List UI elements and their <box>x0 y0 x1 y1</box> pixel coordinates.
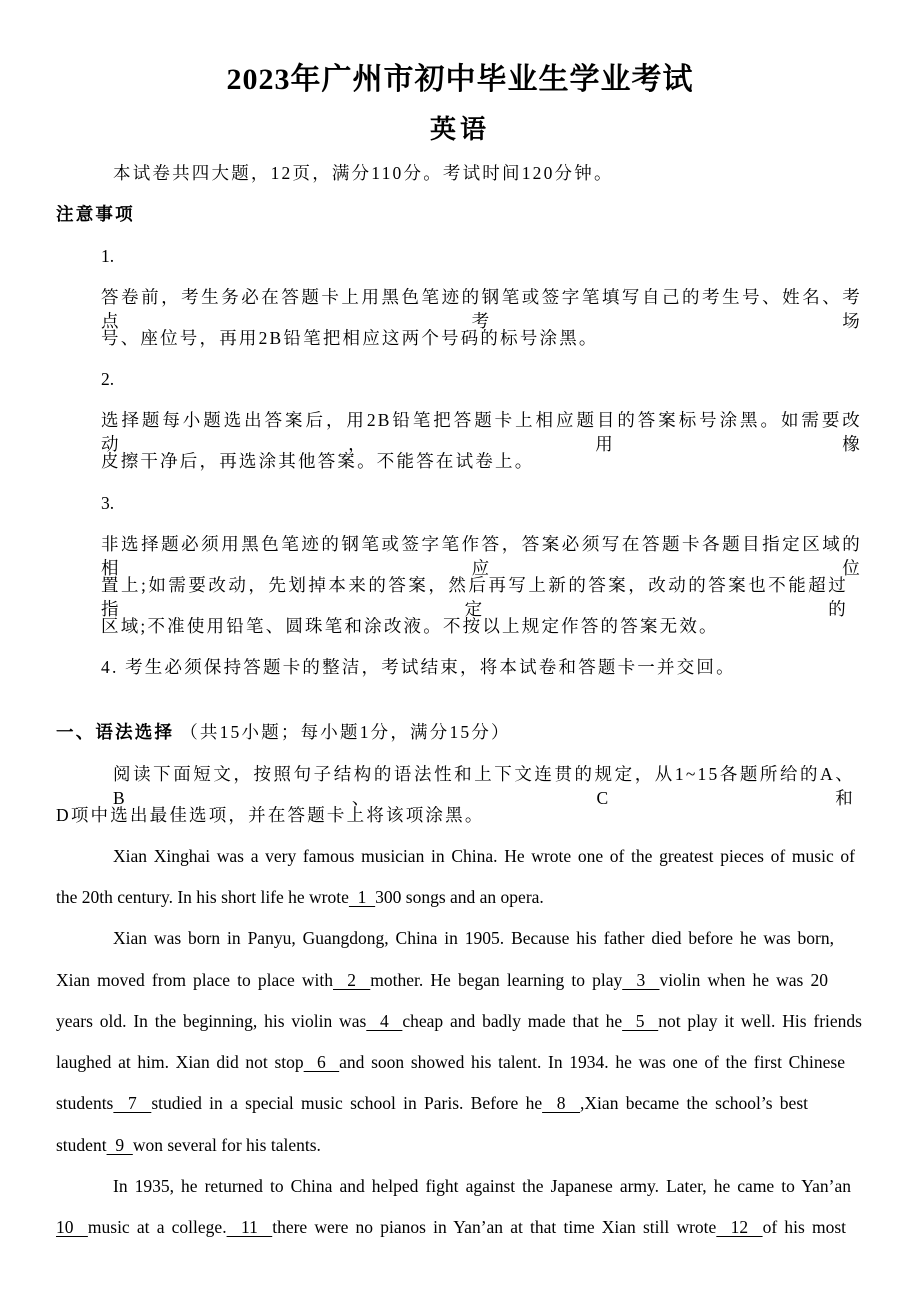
text: 选择题每小题选出答案后，用2B铅笔把答题卡上相应题目的答案标号涂黑。如需要改动，用橡 <box>101 410 862 454</box>
subject-title: 英语 <box>429 115 490 144</box>
text: 注意事项 <box>56 204 135 224</box>
instruction-line <box>56 803 485 827</box>
note-line <box>101 614 719 638</box>
passage-line <box>113 926 834 950</box>
text: there were no pianos in Yan’an at that time Xian still wrote <box>272 1217 717 1237</box>
text: Xian moved from place to place with <box>56 970 334 990</box>
answer-blank-7: 7 <box>113 1093 152 1113</box>
text: 答卷前，考生务必在答题卡上用黑色笔迹的钢笔或签字笔填写自己的考生号、姓名、考点考场 <box>101 287 862 331</box>
passage-line <box>56 1133 321 1157</box>
text: Xian Xinghai was a very famous musician in China. He wrote one of the greatest pieces of music of <box>113 846 855 866</box>
item-number-line <box>101 491 114 515</box>
passage-line <box>113 1174 851 1198</box>
answer-blank-11: 11 <box>226 1217 273 1237</box>
note-line <box>101 449 534 473</box>
answer-blank-1: 1 <box>348 887 376 907</box>
text: studied in a special music school in Paris. Before he <box>151 1093 543 1113</box>
text: the 20th century. In his short life he wrote <box>56 887 349 907</box>
text: not play it well. His friends <box>658 1011 862 1031</box>
text: 号、座位号，再用2B铅笔把相应这两个号码的标号涂黑。 <box>101 328 599 348</box>
page-title: 2023年广州市初中毕业生学业考试 <box>226 63 694 96</box>
text: won several for his talents. <box>132 1135 321 1155</box>
answer-blank-10: 10 <box>56 1217 88 1237</box>
text: and soon showed his talent. In 1934. he was one of the first Chinese <box>339 1052 845 1072</box>
text: Xian was born in Panyu, Guangdong, China in 1905. Because his father died before he was born, <box>113 928 834 948</box>
heading-line <box>56 202 135 226</box>
answer-blank-12: 12 <box>716 1217 763 1237</box>
text: students <box>56 1093 114 1113</box>
answer-blank-2: 2 <box>333 970 371 990</box>
text: mother. He began learning to play <box>370 970 623 990</box>
text: 非选择题必须用黑色笔迹的钢笔或签字笔作答，答案必须写在答题卡各题目指定区域的相应位 <box>101 534 862 578</box>
text: In 1935, he returned to China and helped fight against the Japanese army. Later, he came to Yan’an <box>113 1176 851 1196</box>
text: years old. In the beginning, his violin was <box>56 1011 367 1031</box>
text: 皮擦干净后，再选涂其他答案。不能答在试卷上。 <box>101 451 535 471</box>
section-line <box>56 720 511 744</box>
text: of his most <box>762 1217 846 1237</box>
answer-blank-4: 4 <box>366 1011 403 1031</box>
passage-line <box>56 1009 862 1033</box>
note-line <box>101 326 599 350</box>
text: 本试卷共四大题，12页，满分110分。考试时间120分钟。 <box>113 163 614 183</box>
text: 置上;如需要改动，先划掉本来的答案，然后再写上新的答案，改动的答案也不能超过指定的 <box>101 575 848 619</box>
text: 阅读下面短文，按照句子结构的语法性和上下文连贯的规定，从1~15各题所给的A、B、C和 <box>113 764 855 808</box>
text: 3. <box>101 493 115 513</box>
text: 300 songs and an opera. <box>375 887 544 907</box>
answer-blank-3: 3 <box>622 970 660 990</box>
answer-blank-6: 6 <box>303 1052 340 1072</box>
text: violin when he was 20 <box>659 970 829 990</box>
text: cheap and badly made that he <box>402 1011 623 1031</box>
note-line <box>101 655 736 679</box>
text: music at a college. <box>87 1217 227 1237</box>
text: 区域;不准使用铅笔、圆珠笔和涂改液。不按以上规定作答的答案无效。 <box>101 616 719 636</box>
text: （共15小题；每小题1分，满分15分） <box>180 722 511 742</box>
text: 2. <box>101 369 115 389</box>
passage-line <box>56 1050 845 1074</box>
text: ,Xian became the school’s best <box>580 1093 808 1113</box>
text: 一、语法选择 <box>56 722 175 742</box>
passage-line <box>56 1215 846 1239</box>
intro-line <box>113 161 614 185</box>
answer-blank-5: 5 <box>622 1011 659 1031</box>
item-number-line <box>101 367 114 391</box>
passage-line <box>56 885 544 909</box>
text: 4. 考生必须保持答题卡的整洁，考试结束，将本试卷和答题卡一并交回。 <box>101 657 736 677</box>
answer-blank-9: 9 <box>106 1135 133 1155</box>
passage-line <box>56 968 828 992</box>
text: student <box>56 1135 107 1155</box>
text: laughed at him. Xian did not stop <box>56 1052 304 1072</box>
item-number-line <box>101 244 114 268</box>
passage-line <box>56 1091 808 1115</box>
text: D项中选出最佳选项，并在答题卡上将该项涂黑。 <box>56 805 485 825</box>
answer-blank-8: 8 <box>542 1093 581 1113</box>
passage-line <box>113 844 855 868</box>
text: 1. <box>101 246 115 266</box>
